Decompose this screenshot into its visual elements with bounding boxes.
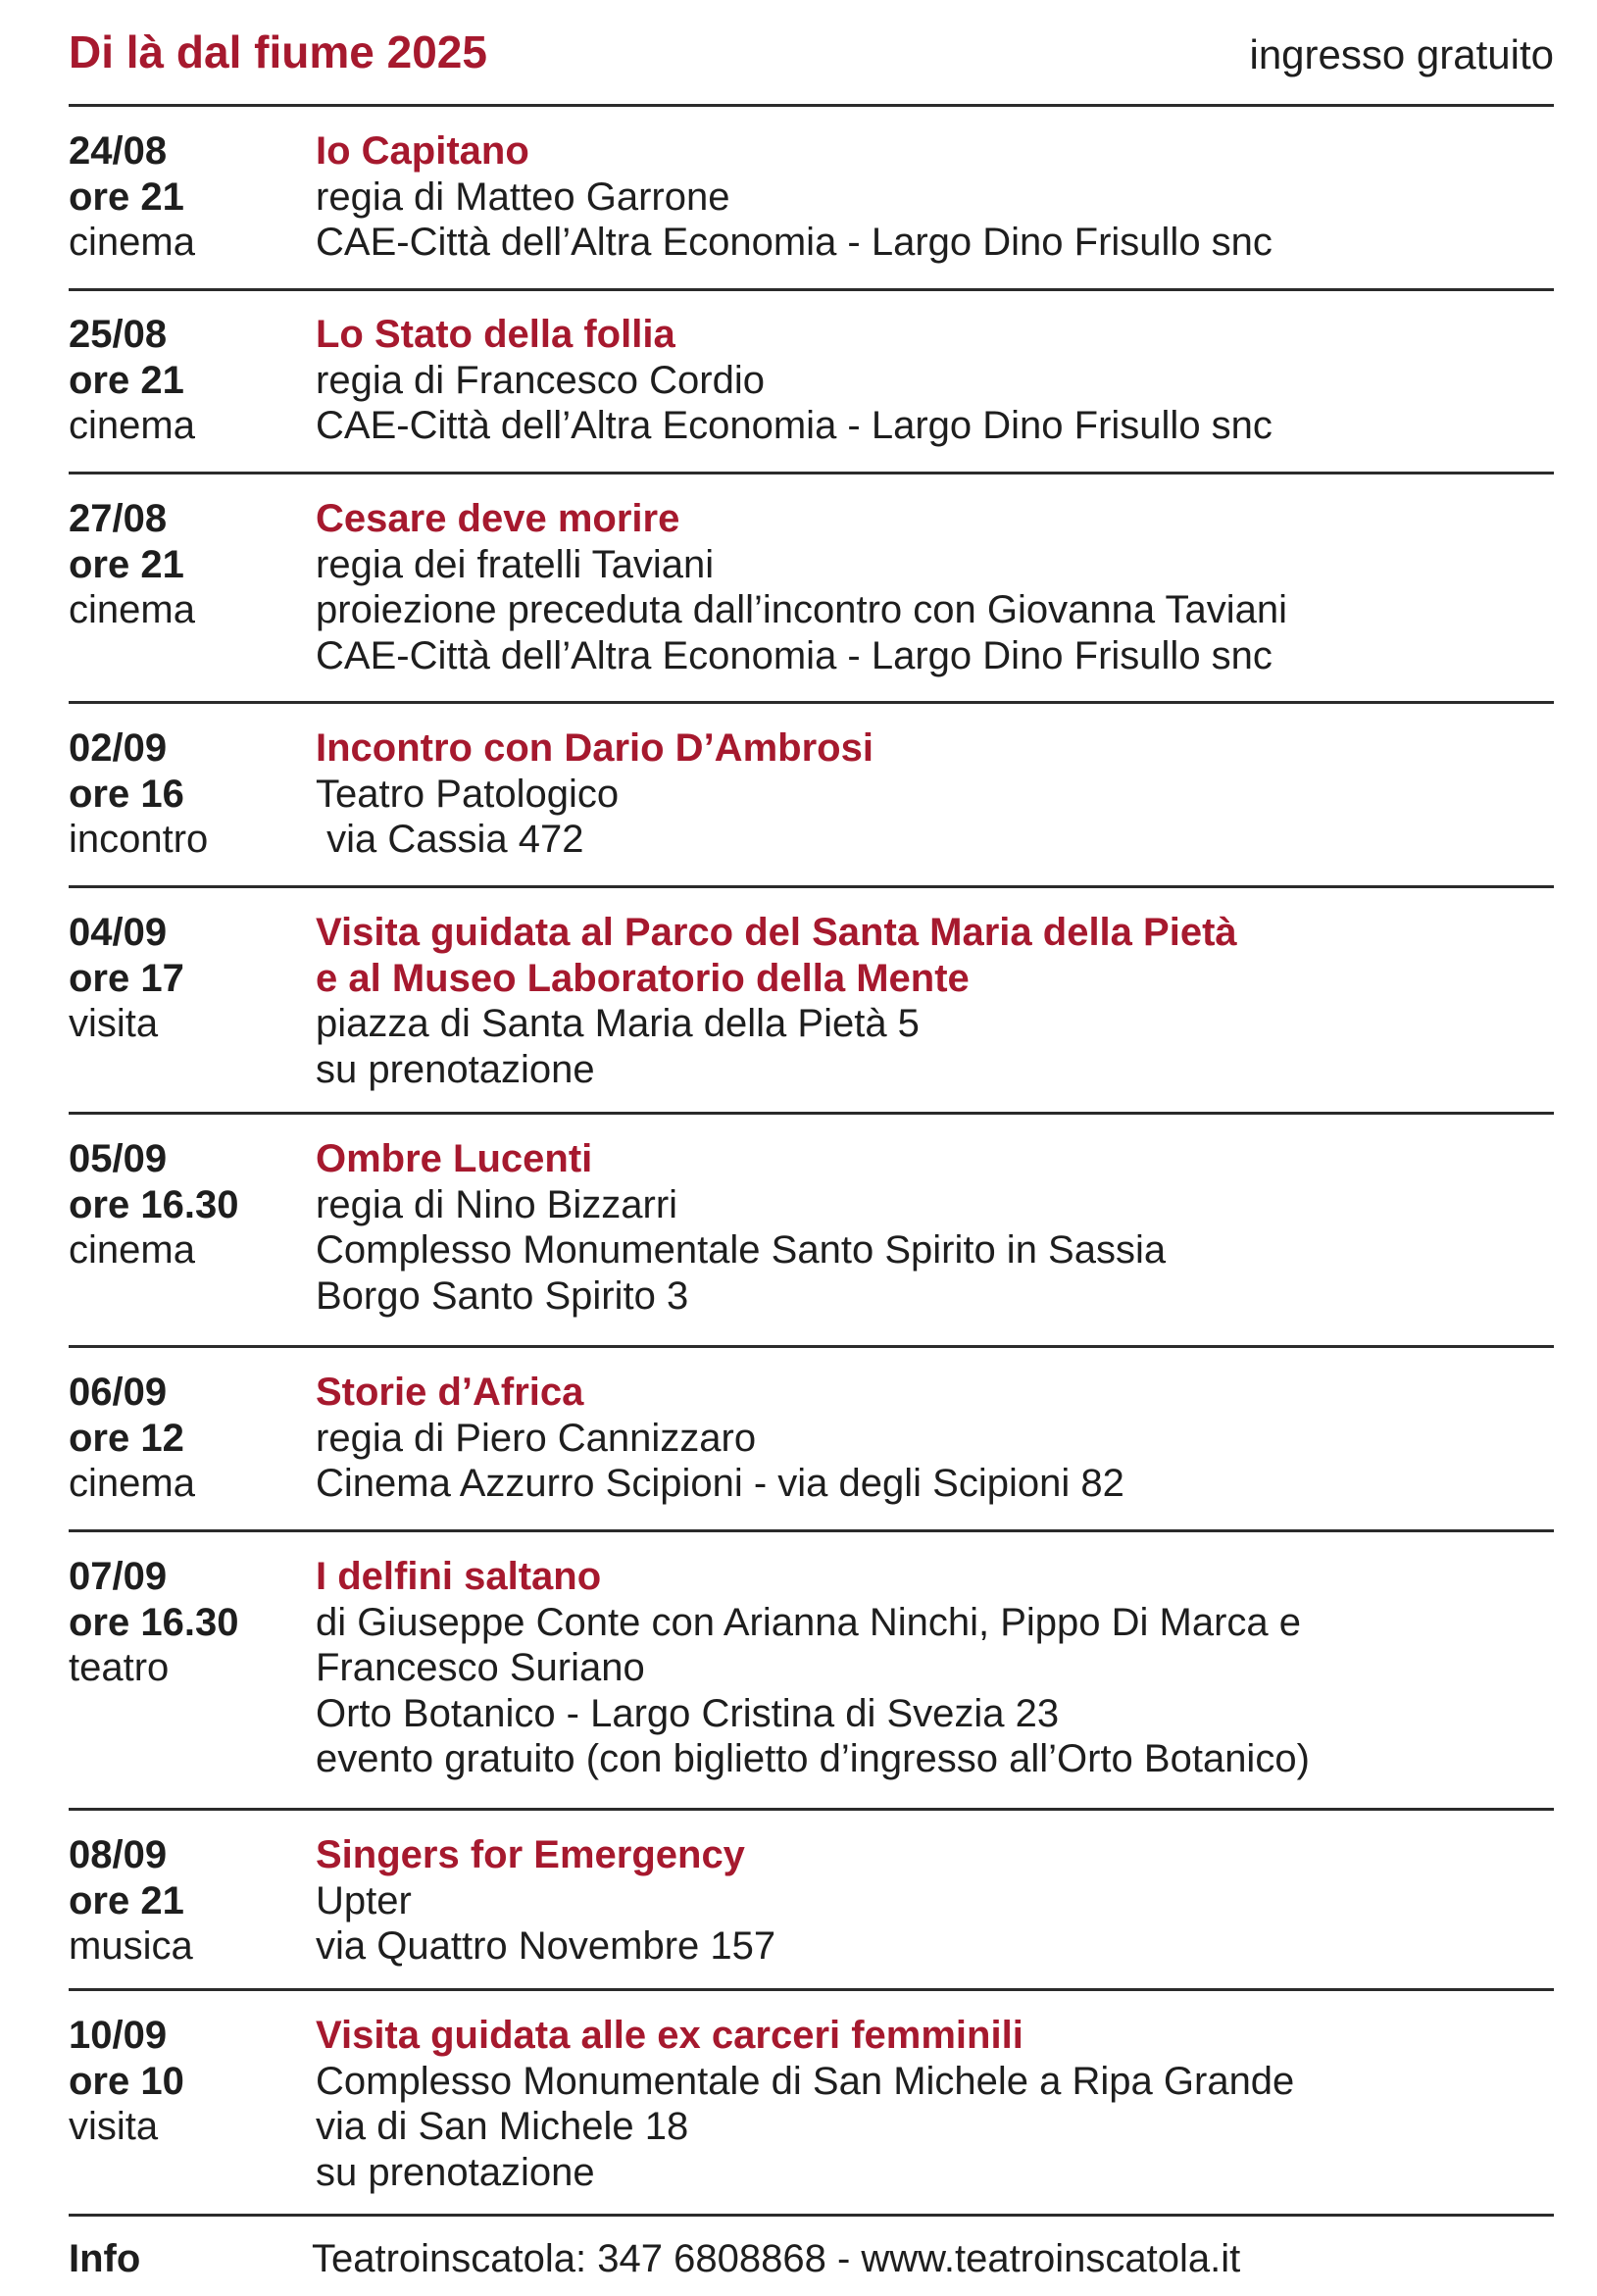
divider	[69, 1112, 1554, 1115]
divider	[69, 288, 1554, 291]
event-time: ore 21	[69, 175, 184, 219]
event-category: cinema	[69, 221, 195, 264]
event-detail: Complesso Monumentale di San Michele a Ripa Grande	[316, 2059, 1295, 2103]
event-category: visita	[69, 2105, 159, 2148]
divider	[69, 1808, 1554, 1811]
event-detail: su prenotazione	[316, 1047, 595, 1091]
event-detail: evento gratuito (con biglietto d’ingresso all’Orto Botanico)	[316, 1737, 1310, 1780]
divider	[69, 2214, 1554, 2217]
event-category: cinema	[69, 404, 195, 447]
event-time: ore 17	[69, 956, 184, 1000]
event-title-continued: e al Museo Laboratorio della Mente	[316, 956, 970, 1000]
event-detail: Francesco Suriano	[316, 1646, 645, 1689]
event-date: 08/09	[69, 1833, 168, 1876]
event-date: 07/09	[69, 1555, 168, 1598]
event-category: teatro	[69, 1646, 170, 1689]
event-category: incontro	[69, 818, 209, 861]
event-detail: via Quattro Novembre 157	[316, 1924, 776, 1968]
event-detail: regia di Francesco Cordio	[316, 358, 765, 402]
event-detail: Cinema Azzurro Scipioni - via degli Scipioni 82	[316, 1462, 1124, 1505]
event-detail: CAE-Città dell’Altra Economia - Largo Dino Frisullo snc	[316, 404, 1273, 447]
event-title: Cesare deve morire	[316, 497, 680, 540]
event-title: Lo Stato della follia	[316, 313, 675, 356]
event-title: Singers for Emergency	[316, 1833, 745, 1876]
event-detail: CAE-Città dell’Altra Economia - Largo Dino Frisullo snc	[316, 221, 1273, 264]
event-category: cinema	[69, 588, 195, 631]
page-title: Di là dal fiume 2025	[69, 26, 487, 77]
event-detail: su prenotazione	[316, 2150, 595, 2194]
event-title: Storie d’Africa	[316, 1371, 584, 1414]
event-category: visita	[69, 1002, 159, 1045]
divider	[69, 1988, 1554, 1991]
event-detail: Complesso Monumentale Santo Spirito in Sassia	[316, 1228, 1167, 1272]
event-detail: via di San Michele 18	[316, 2105, 689, 2148]
event-detail: regia dei fratelli Taviani	[316, 542, 715, 586]
event-detail: Orto Botanico - Largo Cristina di Svezia 23	[316, 1691, 1060, 1735]
event-detail: Upter	[316, 1878, 412, 1922]
header	[69, 22, 1554, 90]
event-category: cinema	[69, 1462, 195, 1505]
event-date: 05/09	[69, 1137, 168, 1180]
event-detail: regia di Matteo Garrone	[316, 175, 730, 219]
event-time: ore 12	[69, 1416, 184, 1460]
event-time: ore 21	[69, 1878, 184, 1922]
event-date: 24/08	[69, 129, 168, 173]
event-date: 02/09	[69, 726, 168, 770]
event-time: ore 21	[69, 358, 184, 402]
event-title: Visita guidata alle ex carceri femminili	[316, 2014, 1023, 2057]
event-title: Ombre Lucenti	[316, 1137, 593, 1180]
divider	[69, 701, 1554, 704]
event-detail: via Cassia 472	[316, 818, 584, 861]
info-contact: Teatroinscatola: 347 6808868 - www.teatroinscatola.it	[312, 2237, 1241, 2280]
event-date: 06/09	[69, 1371, 168, 1414]
event-time: ore 16.30	[69, 1182, 239, 1226]
event-category: cinema	[69, 1228, 195, 1272]
divider	[69, 104, 1554, 107]
event-time: ore 16.30	[69, 1600, 239, 1644]
event-detail: piazza di Santa Maria della Pietà 5	[316, 1002, 920, 1045]
event-detail: proiezione preceduta dall’incontro con Giovanna Taviani	[316, 588, 1288, 631]
free-entry-note: ingresso gratuito	[1249, 31, 1554, 77]
event-detail: Borgo Santo Spirito 3	[316, 1273, 689, 1318]
event-detail: CAE-Città dell’Altra Economia - Largo Dino Frisullo snc	[316, 633, 1273, 677]
event-time: ore 10	[69, 2059, 184, 2103]
event-detail: regia di Nino Bizzarri	[316, 1182, 678, 1226]
divider	[69, 885, 1554, 888]
event-detail: di Giuseppe Conte con Arianna Ninchi, Pippo Di Marca e	[316, 1600, 1301, 1644]
event-date: 27/08	[69, 497, 168, 540]
event-title: Visita guidata al Parco del Santa Maria della Pietà	[316, 911, 1237, 954]
divider	[69, 472, 1554, 474]
event-time: ore 16	[69, 772, 184, 816]
event-date: 10/09	[69, 2014, 168, 2057]
divider	[69, 1529, 1554, 1532]
divider	[69, 1345, 1554, 1348]
event-detail: Teatro Patologico	[316, 772, 620, 816]
event-date: 04/09	[69, 911, 168, 954]
info-label: Info	[69, 2237, 141, 2280]
event-date: 25/08	[69, 313, 168, 356]
event-title: Incontro con Dario D’Ambrosi	[316, 726, 873, 770]
event-title: I delfini saltano	[316, 1555, 602, 1598]
event-title: Io Capitano	[316, 129, 529, 173]
event-category: musica	[69, 1924, 193, 1968]
event-detail: regia di Piero Cannizzaro	[316, 1416, 757, 1460]
event-time: ore 21	[69, 542, 184, 586]
